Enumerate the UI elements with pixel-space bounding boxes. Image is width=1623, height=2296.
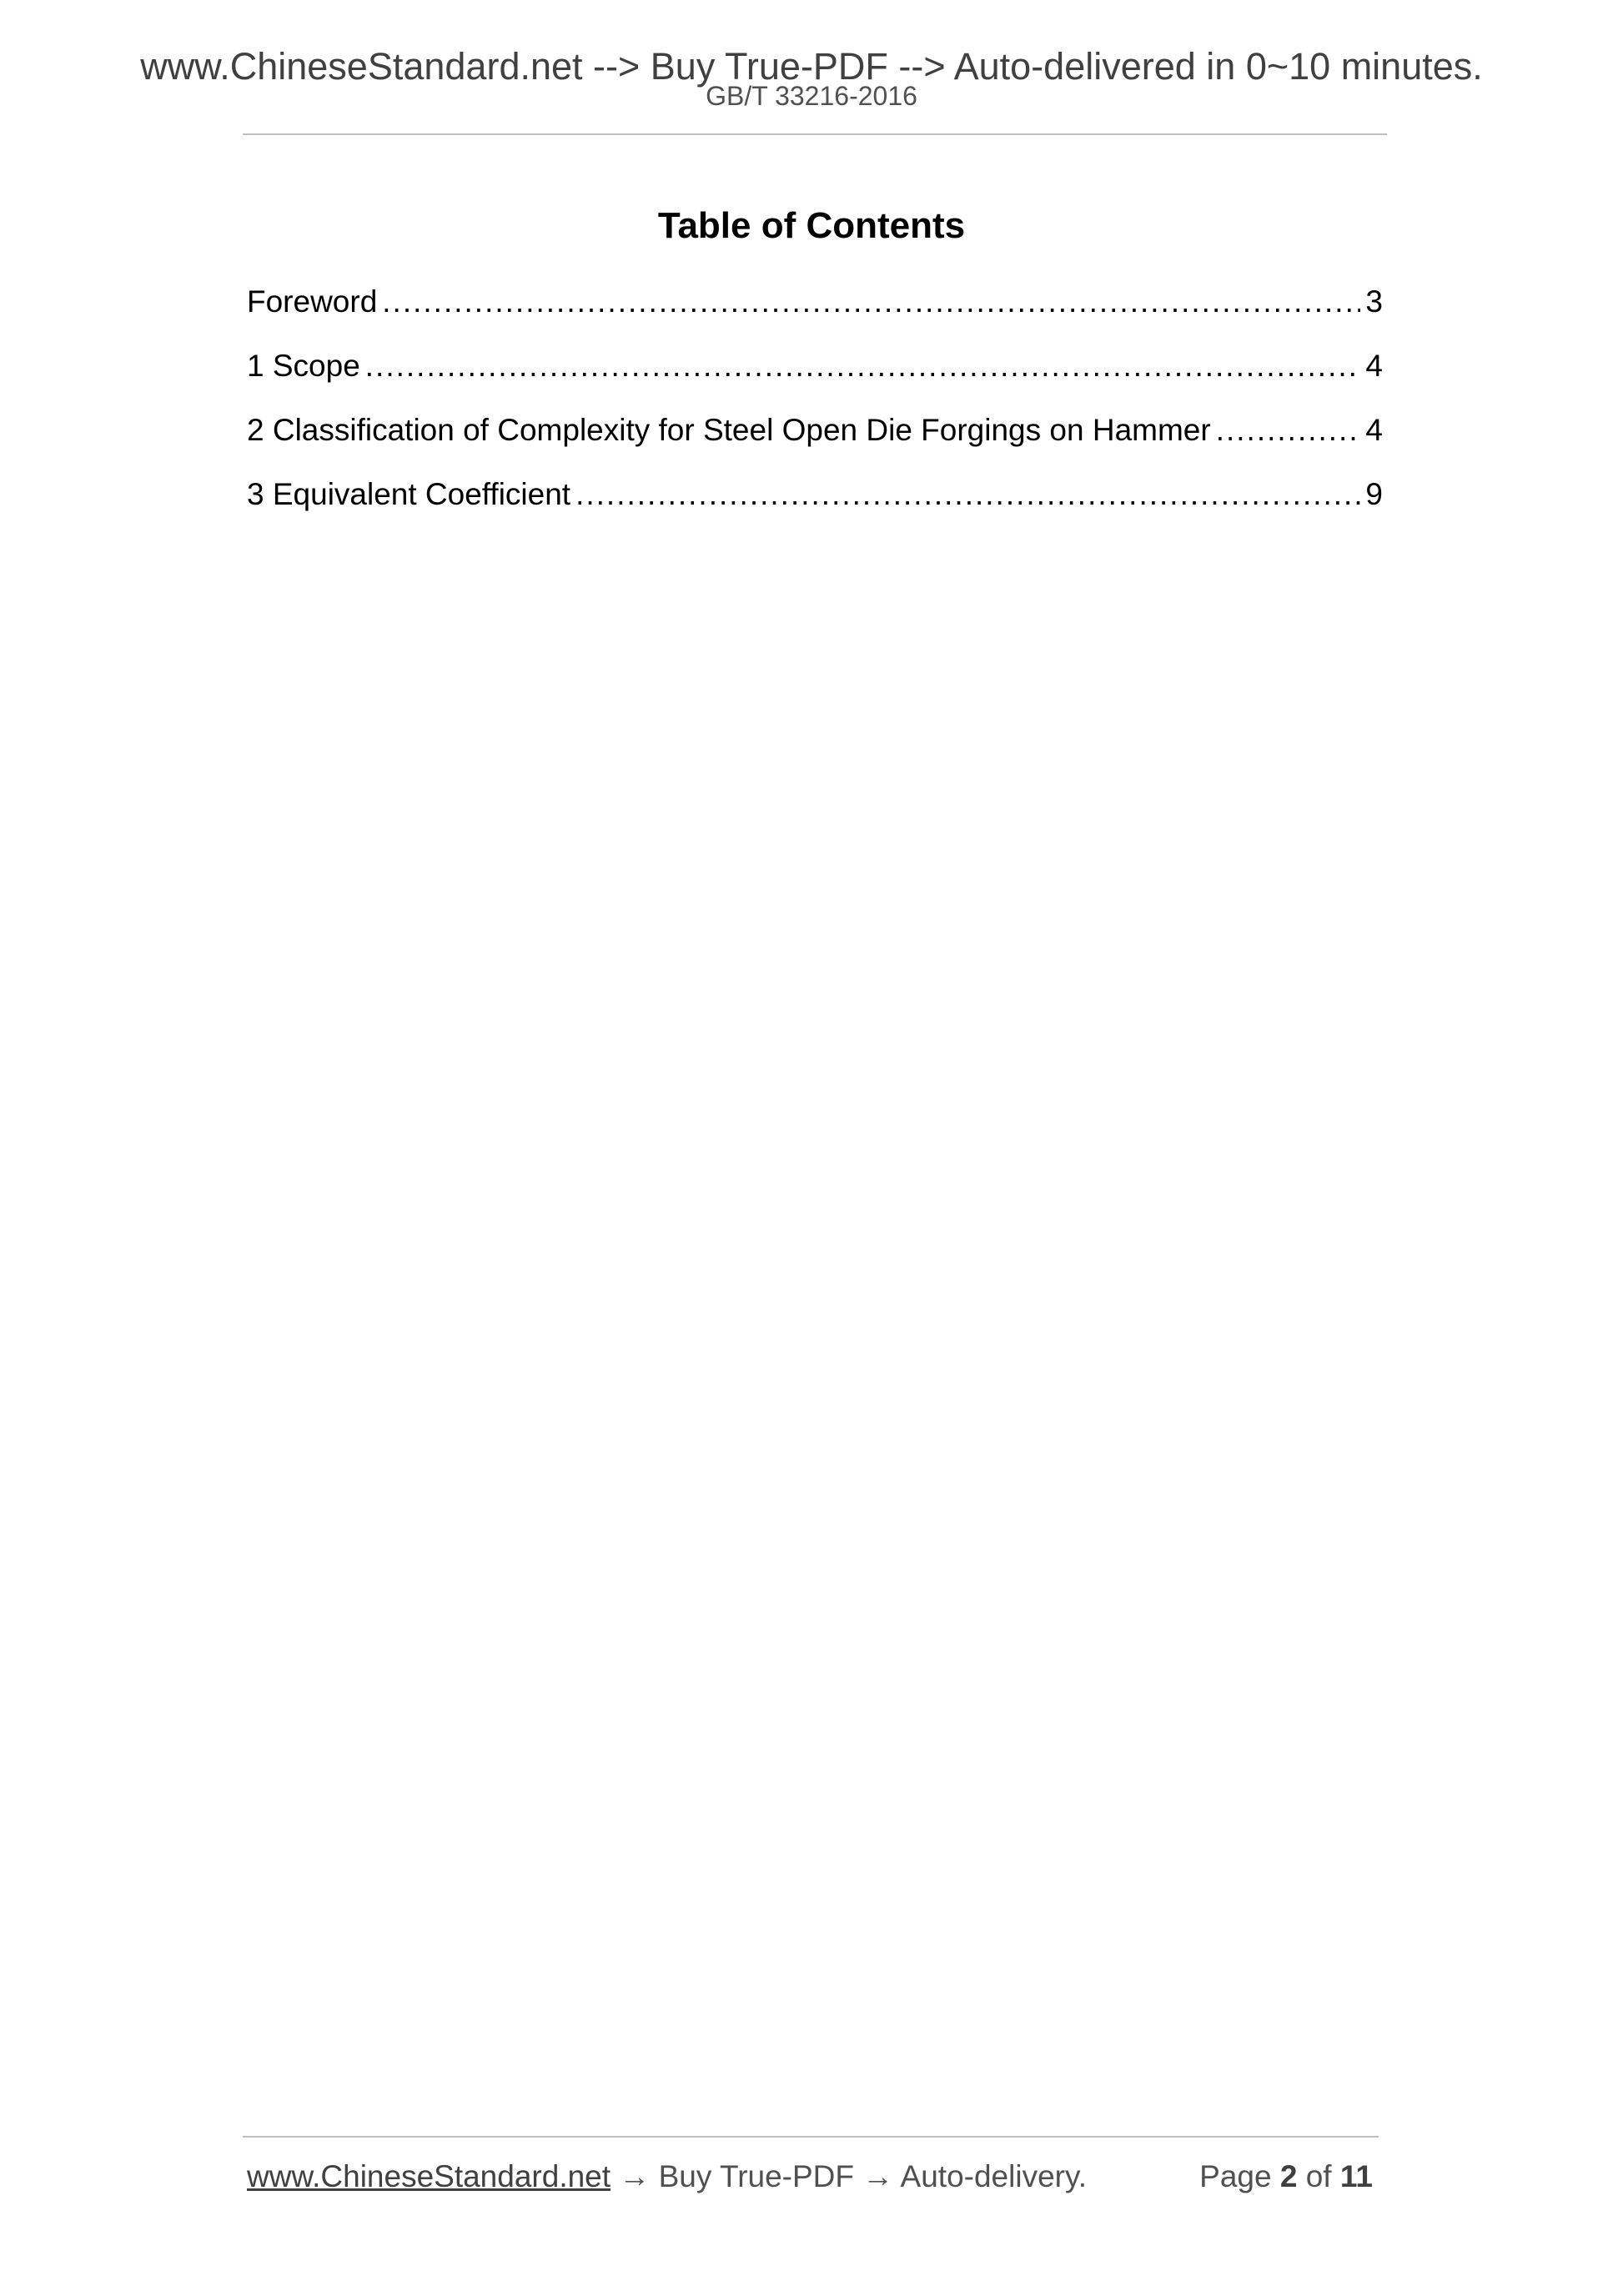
toc-dot-leader [1216, 408, 1361, 453]
site-banner: www.ChineseStandard.net --> Buy True-PDF --> Auto-delivered in 0~10 minutes. [140, 45, 1483, 88]
toc-dot-leader [575, 472, 1360, 517]
toc-entry-classification[interactable] [247, 408, 1383, 472]
toc-entry-page: 9 [1365, 477, 1383, 511]
toc-entry-equivalent-coefficient[interactable] [247, 472, 1383, 536]
arrow-right-icon: → [862, 2159, 894, 2193]
toc-entry-page: 3 [1365, 284, 1383, 319]
toc-entry-scope[interactable] [247, 344, 1383, 408]
footer-promo [247, 2157, 1087, 2197]
footer-site-link[interactable]: www.ChineseStandard.net [247, 2159, 611, 2193]
arrow-right-icon: → [619, 2159, 651, 2193]
toc-dot-leader [382, 279, 1360, 324]
toc-entry-label: 2 Classification of Complexity for Steel Open Die Forgings on Hammer [247, 413, 1211, 447]
toc-entry-foreword[interactable] [247, 279, 1383, 344]
page-word: Page [1199, 2159, 1272, 2193]
document-code: GB/T 33216-2016 [706, 81, 917, 111]
footer-delivery-text: Auto-delivery. [900, 2159, 1088, 2193]
page-number: 2 [1279, 2159, 1298, 2193]
page-total: 11 [1339, 2159, 1373, 2193]
toc-entry-page: 4 [1365, 349, 1383, 383]
page-indicator [1199, 2157, 1373, 2197]
header-divider [243, 133, 1387, 135]
toc-entry-label: 1 Scope [247, 349, 360, 383]
toc-entry-page: 4 [1365, 413, 1383, 447]
toc-entry-label: Foreword [247, 284, 378, 319]
of-word: of [1305, 2159, 1332, 2193]
toc-dot-leader [365, 344, 1361, 389]
toc-entry-label: 3 Equivalent Coefficient [247, 477, 571, 511]
table-of-contents [247, 279, 1383, 536]
toc-title: Table of Contents [657, 205, 966, 246]
footer-divider [243, 2136, 1379, 2138]
footer-buy-text: Buy True-PDF [658, 2159, 855, 2193]
